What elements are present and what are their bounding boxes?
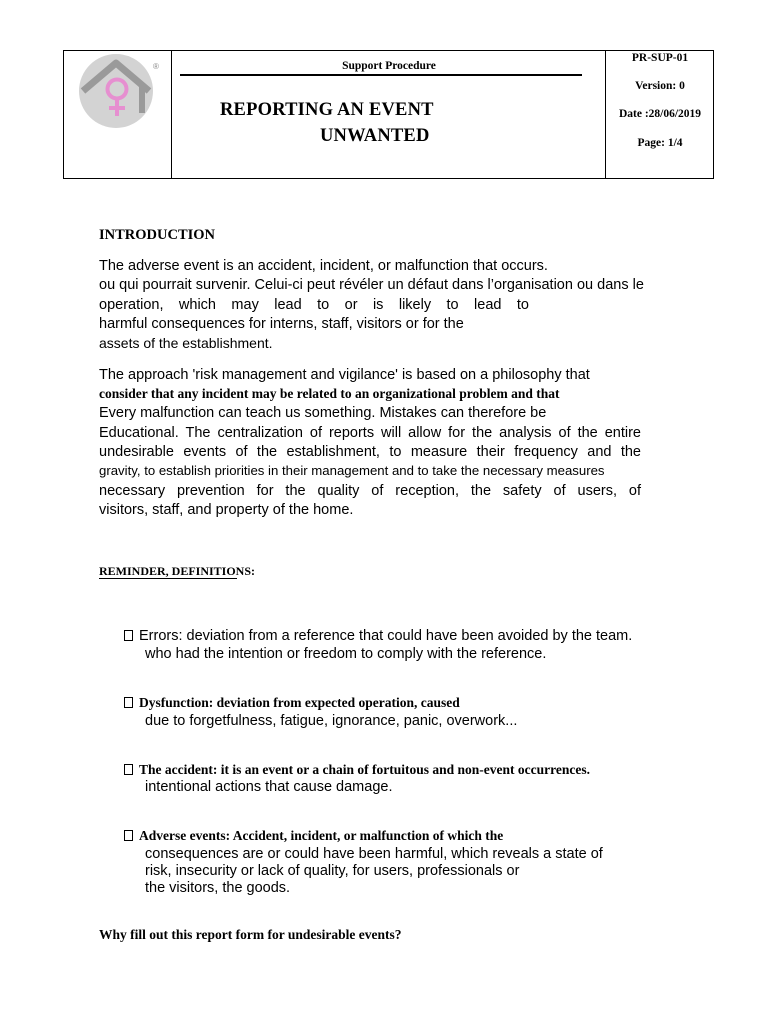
intro-p2-line: gravity, to establish priorities in their management and to take the necessary measures [99, 463, 605, 478]
document-version: Version: 0 [635, 80, 685, 92]
procedure-type: Support Procedure [342, 60, 436, 72]
intro-p2-line: The approach 'risk management and vigilance' is based on a philosophy that [99, 367, 590, 383]
bullet-box-icon [124, 830, 133, 841]
document-code: PR-SUP-01 [631, 52, 689, 64]
intro-p2-line: Every malfunction can teach us something. Mistakes can therefore be [99, 405, 547, 421]
definition-item-accident [124, 761, 590, 779]
logo-cell [64, 51, 172, 178]
document-title-line1: REPORTING AN EVENT [220, 100, 434, 120]
intro-p2-line: necessary prevention for the quality of reception, the safety of users, of [99, 483, 641, 499]
introduction-heading: INTRODUCTION [99, 227, 216, 243]
bullet-box-icon [124, 697, 133, 708]
definition-item-dysfunction [124, 694, 460, 712]
page-number: Page: 1/4 [637, 137, 683, 149]
definition-continuation: who had the intention or freedom to comply with the reference. [145, 646, 547, 662]
document-date: Date :28/06/2019 [618, 108, 702, 120]
bullet-box-icon [124, 630, 133, 641]
definition-item-adverse-events [124, 827, 503, 845]
intro-p1-line: operation, which may lead to or is likely to lead to [99, 297, 529, 313]
definition-first-line: Adverse events: Accident, incident, or malfunction of which the [139, 828, 504, 843]
definition-first-line: Errors: deviation from a reference that could have been avoided by the team. [139, 628, 633, 644]
definition-first-line: Dysfunction: deviation from expected operation, caused [139, 695, 460, 710]
document-header [63, 50, 714, 179]
intro-p2-line: undesirable events of the establishment, to measure their frequency and the [99, 444, 641, 460]
intro-p1-line: ou qui pourrait survenir. Celui-ci peut révéler un défaut dans l’organisation ou dans le [99, 277, 644, 293]
closing-question: Why fill out this report form for undesirable events? [99, 927, 402, 942]
bullet-box-icon [124, 764, 133, 775]
definition-item-errors [124, 627, 632, 645]
definition-continuation: due to forgetfulness, fatigue, ignorance, panic, overwork... [145, 713, 518, 729]
intro-p1-line: assets of the establishment. [99, 335, 273, 351]
definition-continuation: consequences are or could have been harmful, which reveals a state of [145, 846, 603, 862]
intro-p2-line: consider that any incident may be related to an organizational problem and that [99, 386, 560, 401]
definition-continuation: intentional actions that cause damage. [145, 779, 393, 795]
intro-p1-line: harmful consequences for interns, staff, visitors or for the [99, 316, 464, 332]
intro-p2-line: visitors, staff, and property of the home. [99, 502, 354, 518]
metadata-cell [605, 51, 714, 178]
definition-continuation: the visitors, the goods. [145, 880, 291, 896]
intro-p2-line: Educational. The centralization of reports will allow for the analysis of the entire [99, 425, 641, 441]
definitions-heading-underline [99, 578, 237, 579]
intro-p1-line: The adverse event is an accident, incident, or malfunction that occurs. [99, 258, 548, 274]
definitions-heading: REMINDER, DEFINITIONS: [99, 564, 256, 578]
document-title-line2: UNWANTED [320, 126, 430, 146]
organization-logo [78, 53, 160, 129]
registered-mark: ® [153, 62, 159, 71]
header-rule [180, 74, 582, 76]
definition-continuation: risk, insecurity or lack of quality, for users, professionals or [145, 863, 520, 879]
definition-first-line: The accident: it is an event or a chain of fortuitous and non-event occurrences. [139, 762, 590, 777]
